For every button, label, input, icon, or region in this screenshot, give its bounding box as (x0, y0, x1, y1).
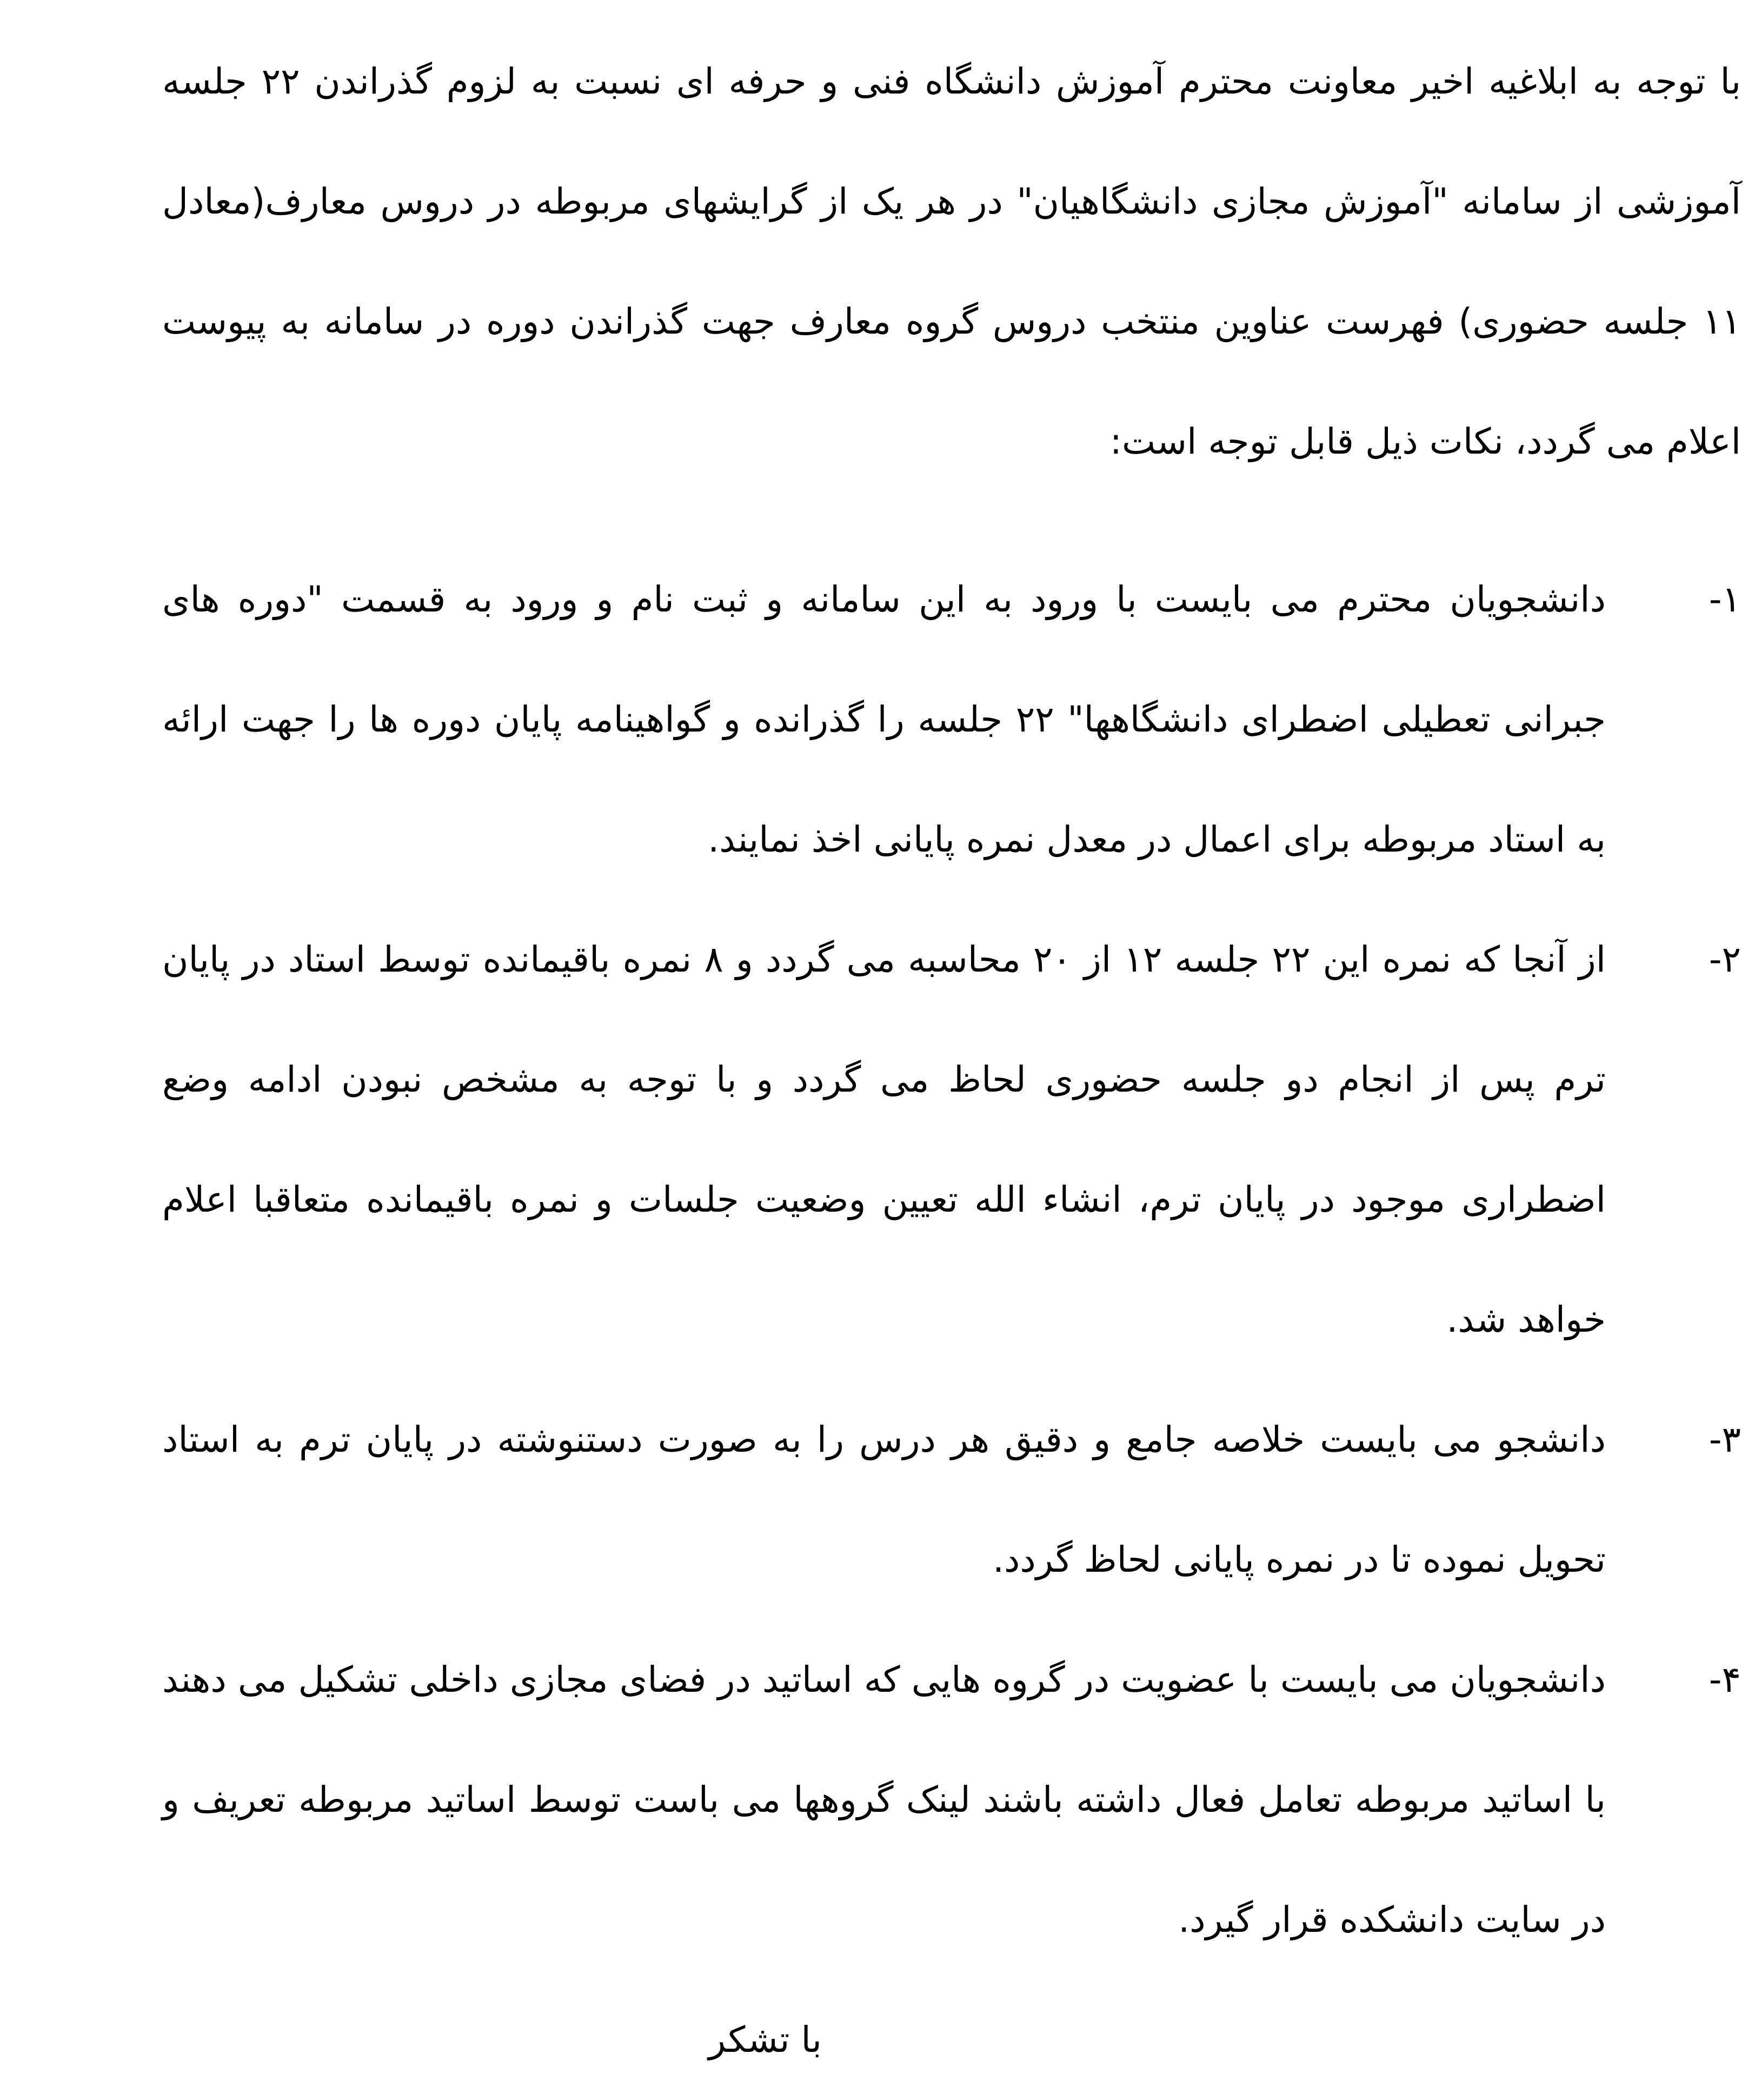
document-body (162, 22, 1741, 2100)
list-item-number: ۴- (1709, 1659, 1741, 1700)
list-item-number: ۱- (1709, 579, 1741, 620)
list-item-number: ۳- (1709, 1419, 1741, 1460)
list-item (162, 540, 1741, 900)
list-item-text: از آنجا که نمره این ۲۲ جلسه ۱۲ از ۲۰ محاسبه می گردد و ۸ نمره باقیمانده توسط استاد در پایان ترم پس از انجام دو جلسه حضوری لحاظ می گردد و با توجه به مشخص نبودن ادامه وضع اضطراری موجود در پایان ترم، انشاء الله تعیین وضعیت جلسات و نمره باقیمانده متعاقبا اعلام خواهد شد. (162, 939, 1606, 1340)
list-item-number: ۲- (1709, 939, 1741, 980)
list-item-text: دانشجویان می بایست با عضویت در گروه هایی که اساتید در فضای مجازی داخلی تشکیل می دهند با اساتید مربوطه تعامل فعال داشته باشند لینک گروهها می باست توسط اساتید مربوطه تعریف و در سایت دانشکده قرار گیرد. (162, 1659, 1606, 1940)
list-item (162, 1380, 1741, 1620)
list-item-text: دانشجو می بایست خلاصه جامع و دقیق هر درس را به صورت دستنوشته در پایان ترم به استاد تحویل نموده تا در نمره پایانی لحاظ گردد. (162, 1419, 1606, 1580)
list-item (162, 900, 1741, 1380)
intro-paragraph: با توجه به ابلاغیه اخیر معاونت محترم آموزش دانشگاه فنی و حرفه ای نسبت به لزوم گذراندن ۲۲ جلسه آموزشی از سامانه "آموزش مجازی دانشگاهیان" در هر یک از گرایشهای مربوطه در دروس معارف(معادل ۱۱ جلسه حضوری) فهرست عناوین منتخب دروس گروه معارف جهت گذراندن دوره در سامانه به پیوست اعلام می گردد، نکات ذیل قابل توجه است: (162, 61, 1741, 462)
notes-list (162, 540, 1741, 1980)
list-item (162, 1620, 1741, 1980)
closing-text: با تشکر (708, 2019, 822, 2061)
list-item-text: دانشجویان محترم می بایست با ورود به این سامانه و ثبت نام و ورود به قسمت "دوره های جبرانی تعطیلی اضطرای دانشگاهها" ۲۲ جلسه را گذرانده و گواهینامه پایان دوره ها را جهت ارائه به استاد مربوطه برای اعمال در معدل نمره پایانی اخذ نمایند. (162, 579, 1606, 860)
